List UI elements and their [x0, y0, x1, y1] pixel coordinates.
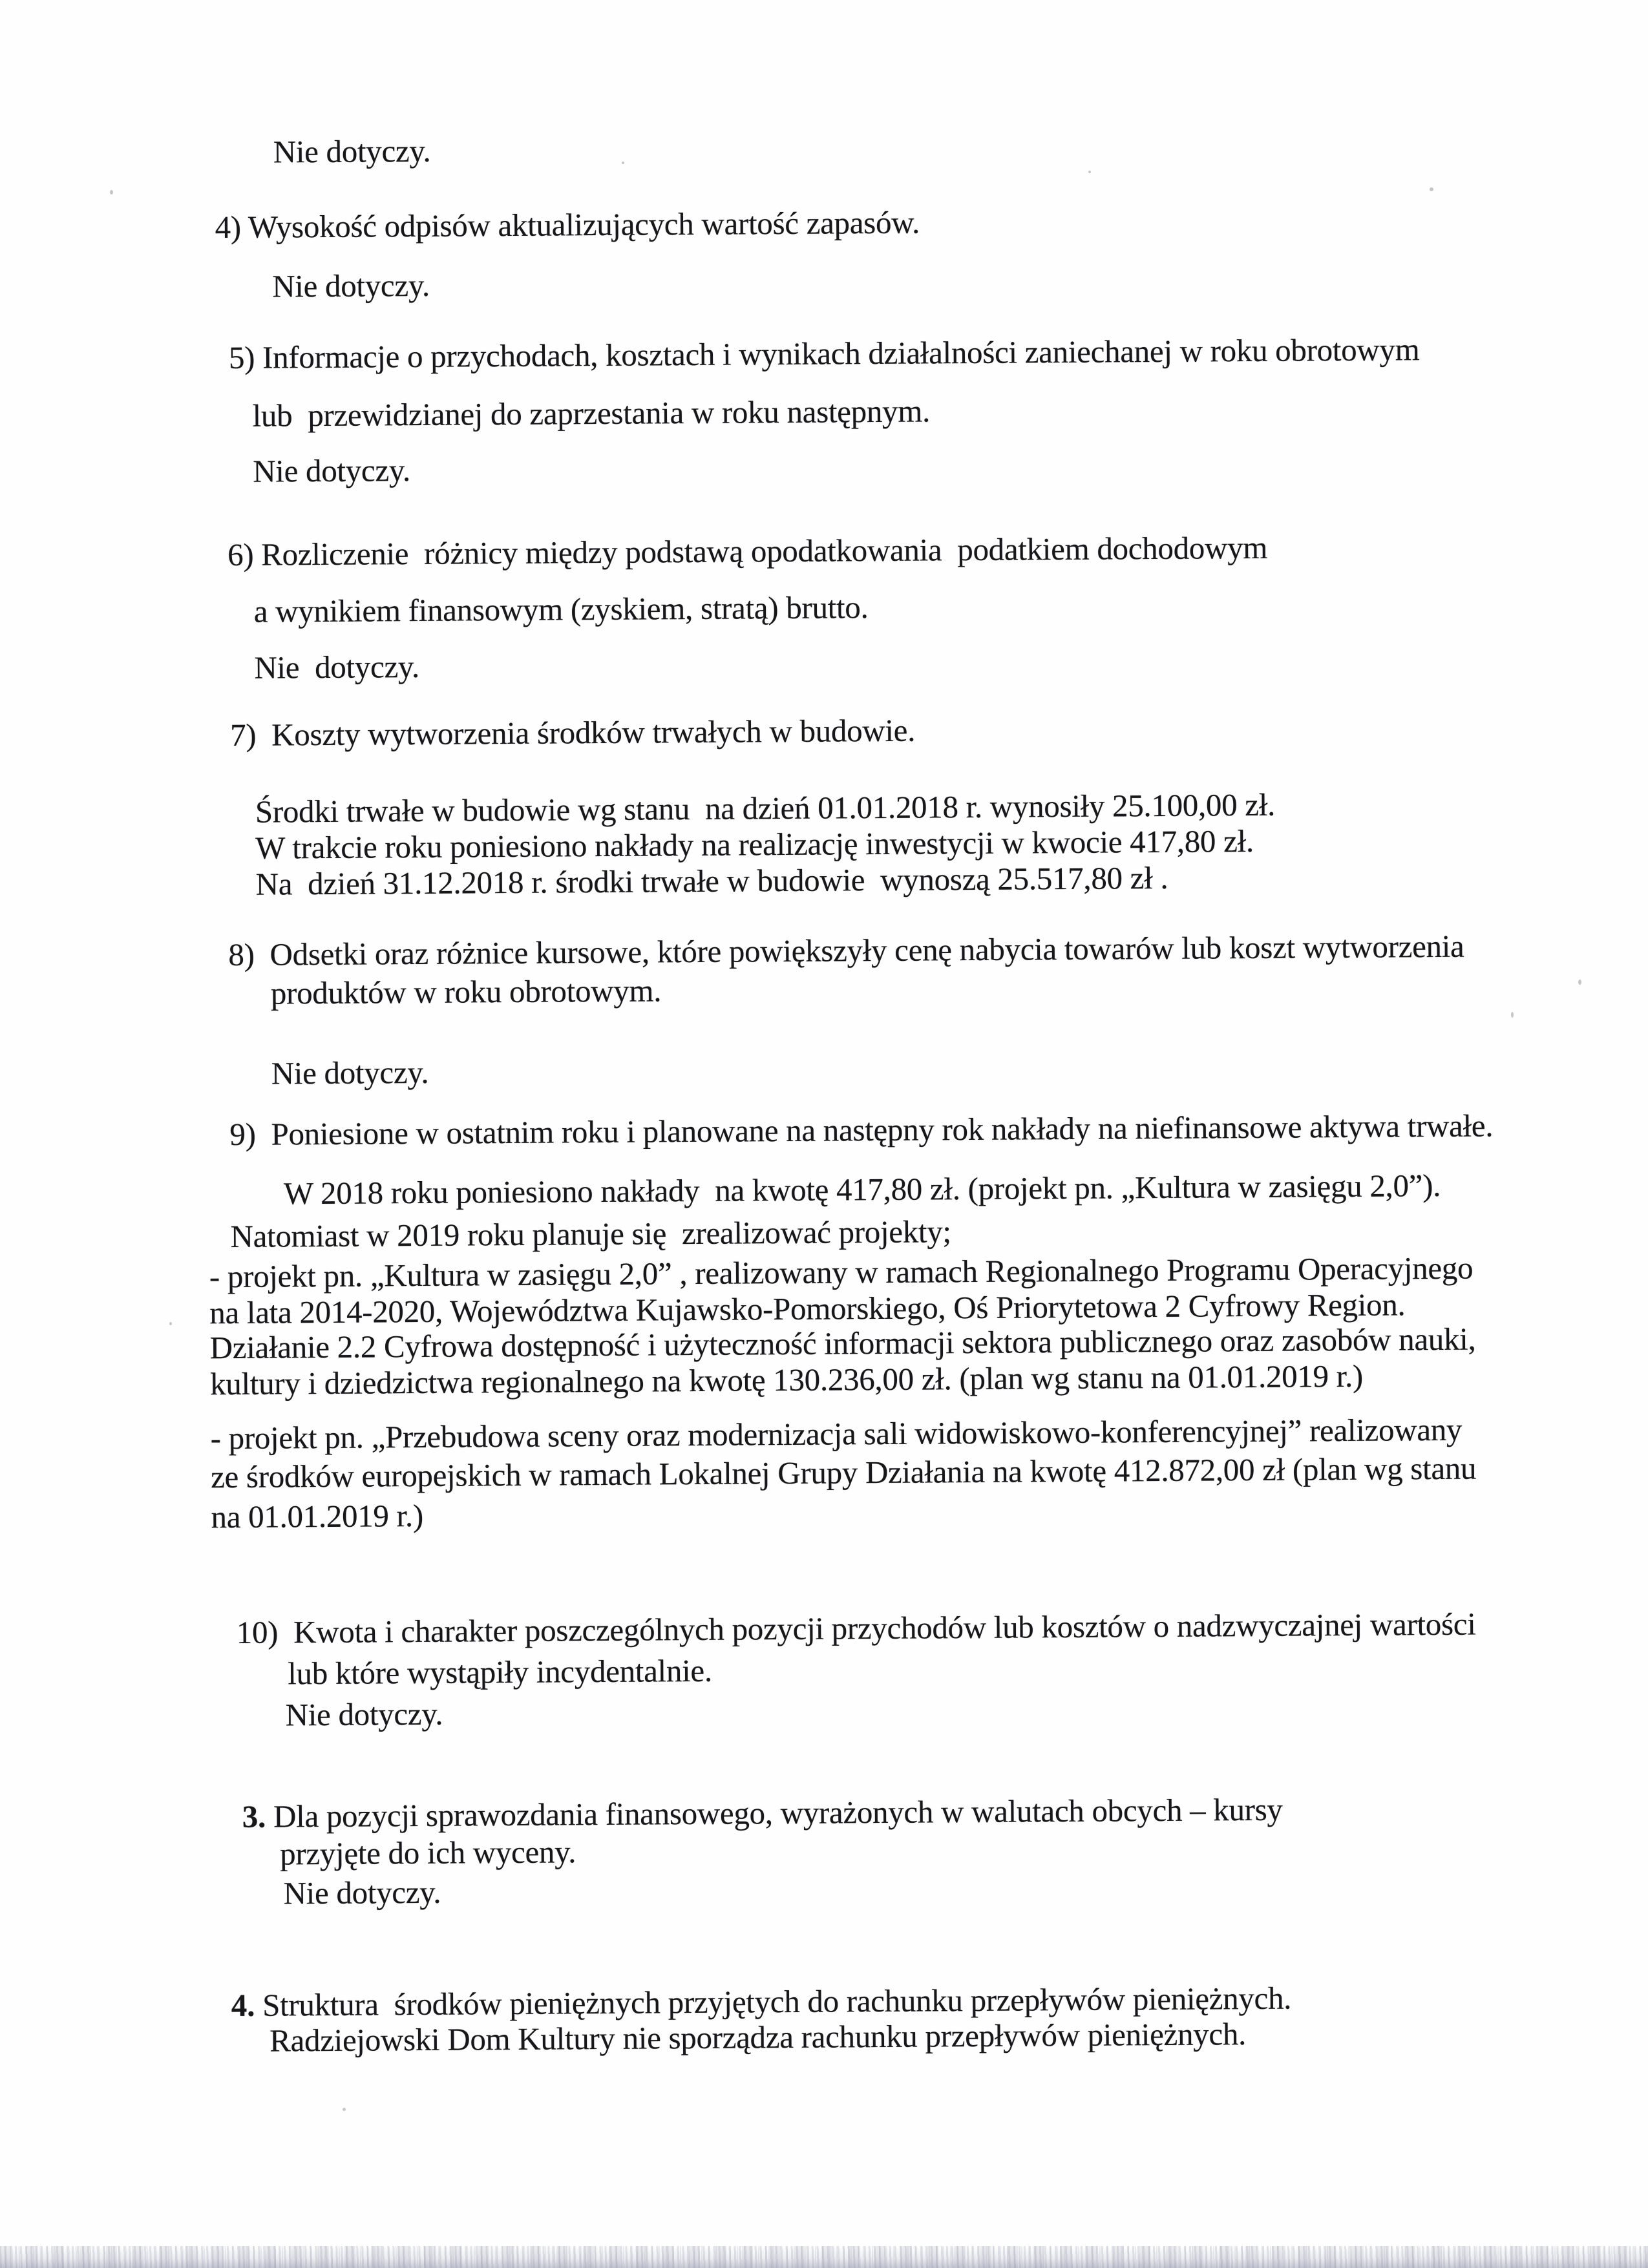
scan-speck	[1430, 187, 1433, 191]
text-line: a wynikiem finansowym (zyskiem, stratą) brutto.	[253, 589, 869, 629]
text-line: W 2018 roku poniesiono nakłady na kwotę 417,80 zł. (projekt pn. „Kultura w zasięgu 2,0”).	[283, 1167, 1441, 1212]
text-line: 8) Odsetki oraz różnice kursowe, które powiększyły cenę nabycia towarów lub koszt wytworzenia	[228, 928, 1464, 973]
scan-speck	[110, 190, 113, 194]
scan-bottom-edge-artifact	[0, 2246, 1648, 2268]
list-number-bold: 3.	[242, 1798, 266, 1834]
text-line: 10) Kwota i charakter poszczególnych pozycji przychodów lub kosztów o nadzwyczajnej wartości	[236, 1606, 1476, 1650]
text-line: - projekt pn. „Kultura w zasięgu 2,0” , realizowany w ramach Regionalnego Programu Operacyjnego	[209, 1250, 1474, 1295]
scan-speck	[343, 2108, 346, 2111]
text-line: lub przewidzianej do zaprzestania w roku następnym.	[252, 393, 931, 434]
text-line: Natomiast w 2019 roku planuje się zrealizować projekty;	[230, 1213, 951, 1255]
text-line: W trakcie roku poniesiono nakłady na realizację inwestycji w kwocie 417,80 zł.	[255, 823, 1254, 866]
text-line: ze środków europejskich w ramach Lokalnej Grupy Działania na kwotę 412.872,00 zł (plan wg stanu	[210, 1450, 1477, 1495]
text-line: 4. Struktura środków pieniężnych przyjętych do rachunku przepływów pieniężnych.	[231, 1980, 1292, 2024]
text-line: Nie dotyczy.	[272, 267, 430, 304]
scan-speck	[169, 1322, 172, 1325]
text-line: Nie dotyczy.	[283, 1874, 441, 1911]
text-line: 7) Koszty wytworzenia środków trwałych w budowie.	[229, 712, 916, 753]
text-line: Nie dotyczy.	[271, 1054, 429, 1091]
text-line: Środki trwałe w budowie wg stanu na dzień 01.01.2018 r. wynosiły 25.100,00 zł.	[255, 786, 1276, 830]
text-line: Działanie 2.2 Cyfrowa dostępność i użyteczność informacji sektora publicznego oraz zasobów nauki,	[209, 1321, 1476, 1366]
text-line: przyjęte do ich wyceny.	[279, 1834, 576, 1872]
text-line: Na dzień 31.12.2018 r. środki trwałe w budowie wynoszą 25.517,80 zł .	[255, 859, 1168, 902]
text-line: produktów w roku obrotowym.	[270, 972, 662, 1011]
text-line: lub które wystąpiły incydentalnie.	[288, 1652, 712, 1692]
scan-speck	[622, 162, 624, 164]
scan-speck	[1578, 980, 1581, 985]
text-line: Radziejowski Dom Kultury nie sporządza rachunku przepływów pieniężnych.	[269, 2016, 1247, 2059]
text-line: 6) Rozliczenie różnicy między podstawą opodatkowania podatkiem dochodowym	[227, 529, 1268, 573]
text-line: na 01.01.2019 r.)	[211, 1497, 424, 1535]
list-number-bold: 4.	[231, 1987, 255, 2024]
text-line: 9) Poniesione w ostatnim roku i planowane na następny rok nakłady na niefinansowe aktywa trwałe.	[229, 1108, 1494, 1153]
text-line: Nie dotyczy.	[254, 648, 420, 686]
scan-speck	[1088, 171, 1091, 173]
text-line: Nie dotyczy.	[285, 1696, 443, 1733]
text-line: kultury i dziedzictwa regionalnego na kwotę 130.236,00 zł. (plan wg stanu na 01.01.2019 r.)	[209, 1358, 1364, 1402]
text-line: - projekt pn. „Przebudowa sceny oraz modernizacja sali widowiskowo-konferencyjnej” realizowany	[210, 1411, 1463, 1456]
text-line: Nie dotyczy.	[273, 132, 431, 170]
text-line: Nie dotyczy.	[253, 452, 410, 489]
text-line: na lata 2014-2020, Województwa Kujawsko-Pomorskiego, Oś Priorytetowa 2 Cyfrowy Region.	[209, 1286, 1406, 1331]
text-line: 5) Informacje o przychodach, kosztach i wynikach działalności zaniechanej w roku obrotowym	[228, 331, 1420, 376]
text-line: 4) Wysokość odpisów aktualizujących wartość zapasów.	[215, 204, 920, 246]
text-line: 3. Dla pozycji sprawozdania finansowego, wyrażonych w walutach obcych – kursy	[242, 1791, 1283, 1834]
scan-speck	[1511, 1012, 1514, 1018]
